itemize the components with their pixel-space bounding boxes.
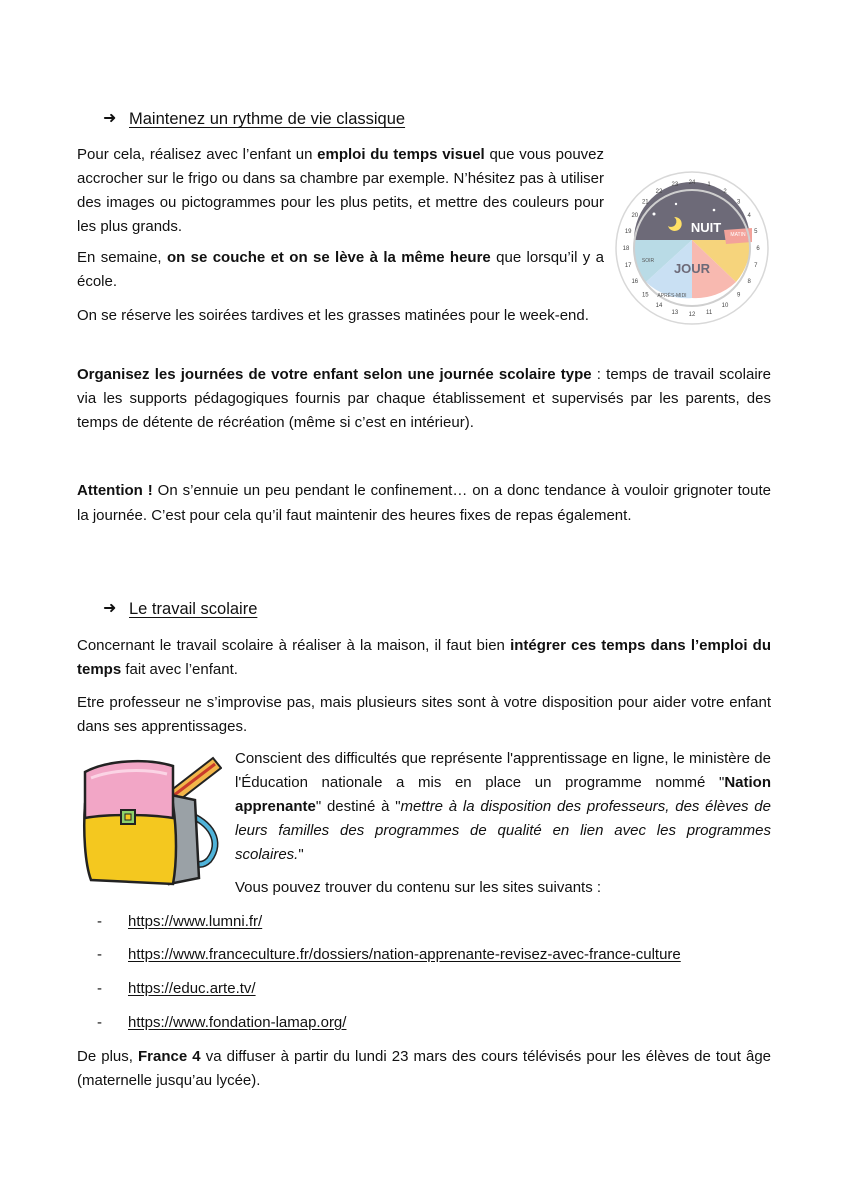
clock-hour-label: 1 bbox=[707, 182, 711, 189]
clock-hour-label: 9 bbox=[737, 292, 741, 299]
clock-hour-label: 17 bbox=[624, 263, 632, 270]
paragraph-sites-suivants bbox=[235, 876, 771, 900]
clock-hour-label: 15 bbox=[641, 292, 649, 299]
clock-hour-label: 19 bbox=[624, 228, 632, 235]
list-dash: - bbox=[97, 946, 102, 963]
clock-nuit-label: NUIT bbox=[690, 220, 722, 235]
section-heading-travail-scolaire bbox=[103, 597, 257, 621]
text-run: fait avec l’enfant. bbox=[121, 661, 238, 678]
text-run: que vous pouvez accrocher sur le frigo ou dans sa chambre par exemple. N’hésitez pas à utiliser des images ou pictogrammes pour les plus petits, et mettre des couleurs pour les plus grands. bbox=[77, 146, 604, 235]
list-dash: - bbox=[97, 913, 102, 930]
text-run: En semaine, bbox=[77, 249, 167, 266]
link-franceculture[interactable]: https://www.franceculture.fr/dossiers/nation-apprenante-revisez-avec-france-culture bbox=[128, 946, 681, 963]
clock-apres-midi-label: APRÈS-MIDI bbox=[657, 293, 687, 299]
text-run: " destiné à " bbox=[315, 798, 401, 815]
clock-hour-label: 6 bbox=[756, 246, 760, 252]
link-lumni[interactable]: https://www.lumni.fr/ bbox=[128, 913, 263, 930]
clock-hour-label: 8 bbox=[747, 279, 751, 285]
heading-text: Le travail scolaire bbox=[129, 600, 258, 618]
text-run: Vous pouvez trouver du contenu sur les sites suivants : bbox=[235, 879, 602, 896]
text-run: Pour cela, réalisez avec l’enfant un bbox=[77, 146, 318, 163]
clock-hour-label: 3 bbox=[737, 199, 741, 206]
clock-soir-label: SOIR bbox=[641, 258, 655, 264]
paragraph-coucher bbox=[77, 246, 604, 294]
text-run: : temps de travail scolaire via les supports pédagogiques fournis par chaque établissement et supervisés par les parents, des temps de détente de récréation (même si c’est en intérieur). bbox=[77, 366, 771, 431]
paragraph-nation-apprenante bbox=[235, 747, 771, 867]
clock-hour-label: 23 bbox=[671, 182, 679, 189]
paragraph-journee-type bbox=[77, 363, 771, 435]
paragraph-professeur bbox=[77, 691, 771, 739]
bold-text: Nation apprenante bbox=[235, 774, 771, 815]
clock-matin-label: MATIN bbox=[730, 232, 746, 238]
text-run: que lorsqu’il y a école. bbox=[77, 249, 604, 290]
clock-hour-label: 2 bbox=[723, 188, 727, 195]
paragraph-attention bbox=[77, 478, 771, 528]
text-run: On s’ennuie un peu pendant le confinement… on a donc tendance à vouloir grignoter toute la journée. C’est pour cela qu’il faut maintenir des heures fixes de repas également. bbox=[77, 482, 772, 524]
clock-hour-label: 21 bbox=[641, 199, 649, 206]
paragraph-emploi-du-temps bbox=[77, 143, 604, 239]
paragraph-soirees bbox=[77, 304, 604, 328]
bold-text: intégrer ces temps dans l’emploi du temps bbox=[77, 637, 771, 678]
section-heading-rythme bbox=[103, 107, 405, 131]
text-run: On se réserve les soirées tardives et les grasses matinées pour le week-end. bbox=[77, 307, 589, 324]
text-run: Concernant le travail scolaire à réaliser à la maison, il faut bien bbox=[77, 637, 511, 654]
clock-hour-label: 16 bbox=[631, 279, 639, 285]
paragraph-france4 bbox=[77, 1045, 771, 1093]
clock-hour-label: 13 bbox=[671, 309, 679, 316]
paragraph-integrer bbox=[77, 634, 771, 682]
list-dash: - bbox=[97, 1014, 102, 1031]
clock-hour-label: 12 bbox=[688, 312, 696, 318]
clock-hour-label: 14 bbox=[655, 303, 663, 310]
text-run: Etre professeur ne s’improvise pas, mais plusieurs sites sont à votre disposition pour aider votre enfant dans ses apprentissages. bbox=[77, 694, 771, 735]
clock-hour-label: 7 bbox=[754, 263, 758, 270]
clock-hour-label: 18 bbox=[622, 246, 630, 252]
arrow-icon: ➜ bbox=[103, 600, 117, 617]
text-run: " bbox=[298, 846, 304, 863]
heading-text: Maintenez un rythme de vie classique bbox=[129, 110, 406, 128]
bold-text: Organisez les journées de votre enfant selon une journée scolaire type bbox=[77, 366, 592, 383]
clock-hour-label: 24 bbox=[688, 180, 696, 186]
bold-text: emploi du temps visuel bbox=[317, 146, 485, 163]
clock-hour-label: 4 bbox=[747, 213, 751, 219]
italic-quote: mettre à la disposition des professeurs, des élèves de leurs familles des programmes de qualité en lien avec les programmes scolaires. bbox=[235, 798, 771, 863]
day-night-clock-image bbox=[614, 170, 770, 326]
clock-hour-label: 22 bbox=[655, 188, 663, 195]
list-item bbox=[97, 910, 262, 934]
list-dash: - bbox=[97, 980, 102, 997]
arrow-icon: ➜ bbox=[103, 110, 117, 127]
clock-hour-label: 10 bbox=[721, 303, 729, 310]
bold-text: Attention ! bbox=[77, 482, 153, 499]
list-item bbox=[97, 943, 681, 967]
link-educ-arte[interactable]: https://educ.arte.tv/ bbox=[128, 980, 256, 997]
list-item bbox=[97, 1011, 346, 1035]
backpack-image bbox=[77, 752, 222, 890]
text-run: Conscient des difficultés que représente l'apprentissage en ligne, le ministère de l'Éducation nationale a mis en place un programme nommé " bbox=[235, 750, 771, 791]
clock-hour-label: 20 bbox=[631, 213, 639, 219]
bold-text: on se couche et on se lève à la même heure bbox=[166, 249, 491, 266]
clock-jour-label: JOUR bbox=[673, 261, 711, 276]
bold-text: France 4 bbox=[138, 1048, 201, 1065]
clock-hour-label: 11 bbox=[705, 309, 713, 316]
link-fondation-lamap[interactable]: https://www.fondation-lamap.org/ bbox=[128, 1014, 347, 1031]
clock-hour-label: 5 bbox=[754, 228, 758, 235]
text-run: De plus, bbox=[77, 1048, 139, 1065]
list-item bbox=[97, 977, 256, 1001]
text-run: va diffuser à partir du lundi 23 mars des cours télévisés pour les élèves de tout âge (maternelle jusqu’au lycée). bbox=[77, 1048, 772, 1089]
